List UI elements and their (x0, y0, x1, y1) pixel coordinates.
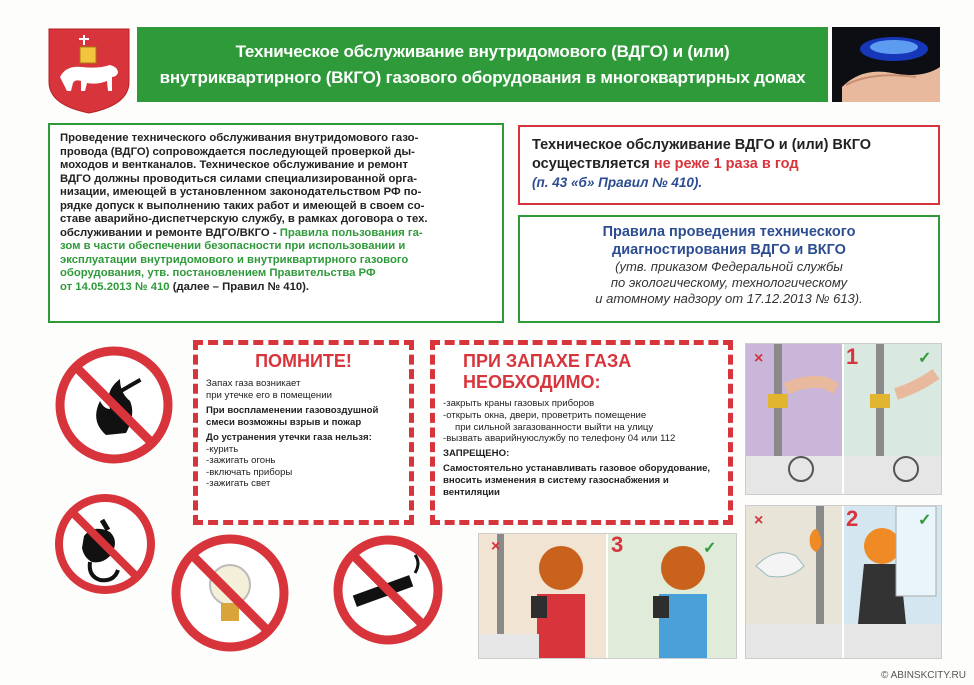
rules-subtitle: и атомному надзору от 17.12.2013 № 613). (595, 291, 863, 306)
text-line: ВДГО должны проводиться силами специализированной орга- (60, 172, 418, 185)
gas-forbidden-text: вносить изменения в систему газоснабжения и (443, 474, 669, 486)
wrong-mark-icon: × (491, 538, 501, 555)
title-line-1: Техническое обслуживание внутридомового (ВДГО) и (или) (235, 41, 730, 61)
diagnostics-rules-box (518, 215, 940, 323)
text-line: ставе аварийно-диспетчерскую службу, в рамках договора о тех. (60, 213, 428, 225)
wrong-mark-icon: × (754, 512, 764, 529)
no-fire-sign-icon (50, 345, 178, 470)
maintenance-text (60, 132, 492, 294)
step-number: 2 (846, 506, 859, 531)
frequency-line-2 (532, 156, 926, 172)
correct-mark-icon: ✓ (918, 350, 932, 367)
no-smoking-sign-icon (331, 533, 446, 653)
gas-flame-hand-icon (832, 27, 940, 102)
frequency-line-1: Техническое обслуживание ВДГО и (или) ВКГО (532, 137, 872, 153)
title-line-2: внутриквартирного (ВКГО) газового оборудования в многоквартирных домах (159, 67, 806, 87)
correct-mark-icon: ✓ (918, 512, 932, 529)
gas-action-item: при сильной загазованности выйти на улицу (455, 421, 654, 433)
illustration-panel-1 (745, 343, 942, 495)
maintenance-info-box (48, 123, 504, 323)
coat-of-arms-icon (44, 27, 134, 115)
title-banner (137, 27, 828, 102)
step-number: 1 (846, 344, 859, 369)
gas-action-item: -вызвать аварийнуюслужбу по телефону 04 или 112 (443, 433, 676, 445)
rules-reference: зом в части обеспечении безопасности при использовании и (60, 240, 406, 252)
remember-line: при утечке его в помещении (206, 389, 332, 401)
rules-title: Правила проведения технического (602, 224, 856, 240)
gas-forbidden-text: Самостоятельно устанавливать газовое оборудование, (443, 462, 711, 474)
remember-warning: При воспламенении газовоздушной (206, 405, 379, 416)
text-line: провода (ВДГО) сопровождается последующей проверкой ды- (60, 145, 415, 158)
gas-action-item: -закрыть краны газовых приборов (443, 398, 595, 409)
remember-warning: смеси возможны взрыв и пожар (206, 416, 362, 428)
text-line: моходов и вентканалов. Техническое обслуживание и ремонт (60, 159, 409, 171)
rules-subtitle: по экологическому, технологическому (610, 275, 848, 290)
no-light-sign-icon (168, 533, 293, 658)
text-line: (далее – Правил № 410). (172, 280, 310, 293)
remember-forbidden-title: До устранения утечки газа нельзя: (206, 432, 372, 443)
remember-item: -зажигать огонь (206, 455, 276, 466)
rules-reference: оборудования, утв. постановлением Правительства РФ (60, 267, 376, 279)
remember-item: -зажигать свет (206, 478, 271, 489)
frequency-box (518, 125, 940, 205)
remember-box (193, 340, 414, 525)
rules-subtitle: (утв. приказом Федеральной службы (615, 259, 843, 274)
illustration-panel-2 (745, 505, 942, 659)
gas-forbidden-title: ЗАПРЕЩЕНО: (443, 448, 510, 460)
text-line: низации, имеющей в установленном законодательством РФ по- (60, 186, 422, 198)
gas-forbidden-text: вентиляции (443, 486, 500, 498)
illustration-panel-3 (478, 533, 737, 659)
wrong-mark-icon: × (754, 350, 764, 367)
rules-reference: эксплуатации внутридомового и внутриквартирного газового (60, 253, 409, 266)
rules-reference: Правила пользования га- (279, 226, 423, 239)
text-line: обслуживании и ремонте ВДГО/ВКГО - (60, 226, 277, 239)
gas-smell-box (430, 340, 733, 525)
source-credit: © ABINSKCITY.RU (881, 670, 966, 681)
no-electrical-sign-icon (50, 492, 160, 602)
frequency-reference: (п. 43 «б» Правил № 410). (532, 175, 703, 190)
text-line: рядке допуск к выполнению таких работ и имеющей в своем со- (60, 199, 425, 212)
gas-heading: ПРИ ЗАПАХЕ ГАЗА (463, 351, 632, 371)
gas-heading: НЕОБХОДИМО: (463, 372, 601, 392)
remember-line: Запах газа возникает (206, 378, 301, 389)
text-line: Проведение технического обслуживания внутридомового газо- (60, 132, 419, 144)
rules-reference: от 14.05.2013 № 410 (60, 280, 170, 293)
remember-item: -курить (206, 443, 239, 455)
frequency-prefix: осуществляется (532, 156, 650, 172)
remember-heading: ПОМНИТЕ! (255, 351, 352, 371)
frequency-value: не реже 1 раза в год (653, 156, 799, 172)
rules-title: диагностирования ВДГО и ВКГО (612, 242, 846, 258)
remember-item: -включать приборы (206, 466, 293, 478)
gas-action-item: -открыть окна, двери, проветрить помещение (443, 409, 647, 421)
correct-mark-icon: ✓ (703, 540, 717, 557)
step-number: 3 (611, 533, 624, 557)
